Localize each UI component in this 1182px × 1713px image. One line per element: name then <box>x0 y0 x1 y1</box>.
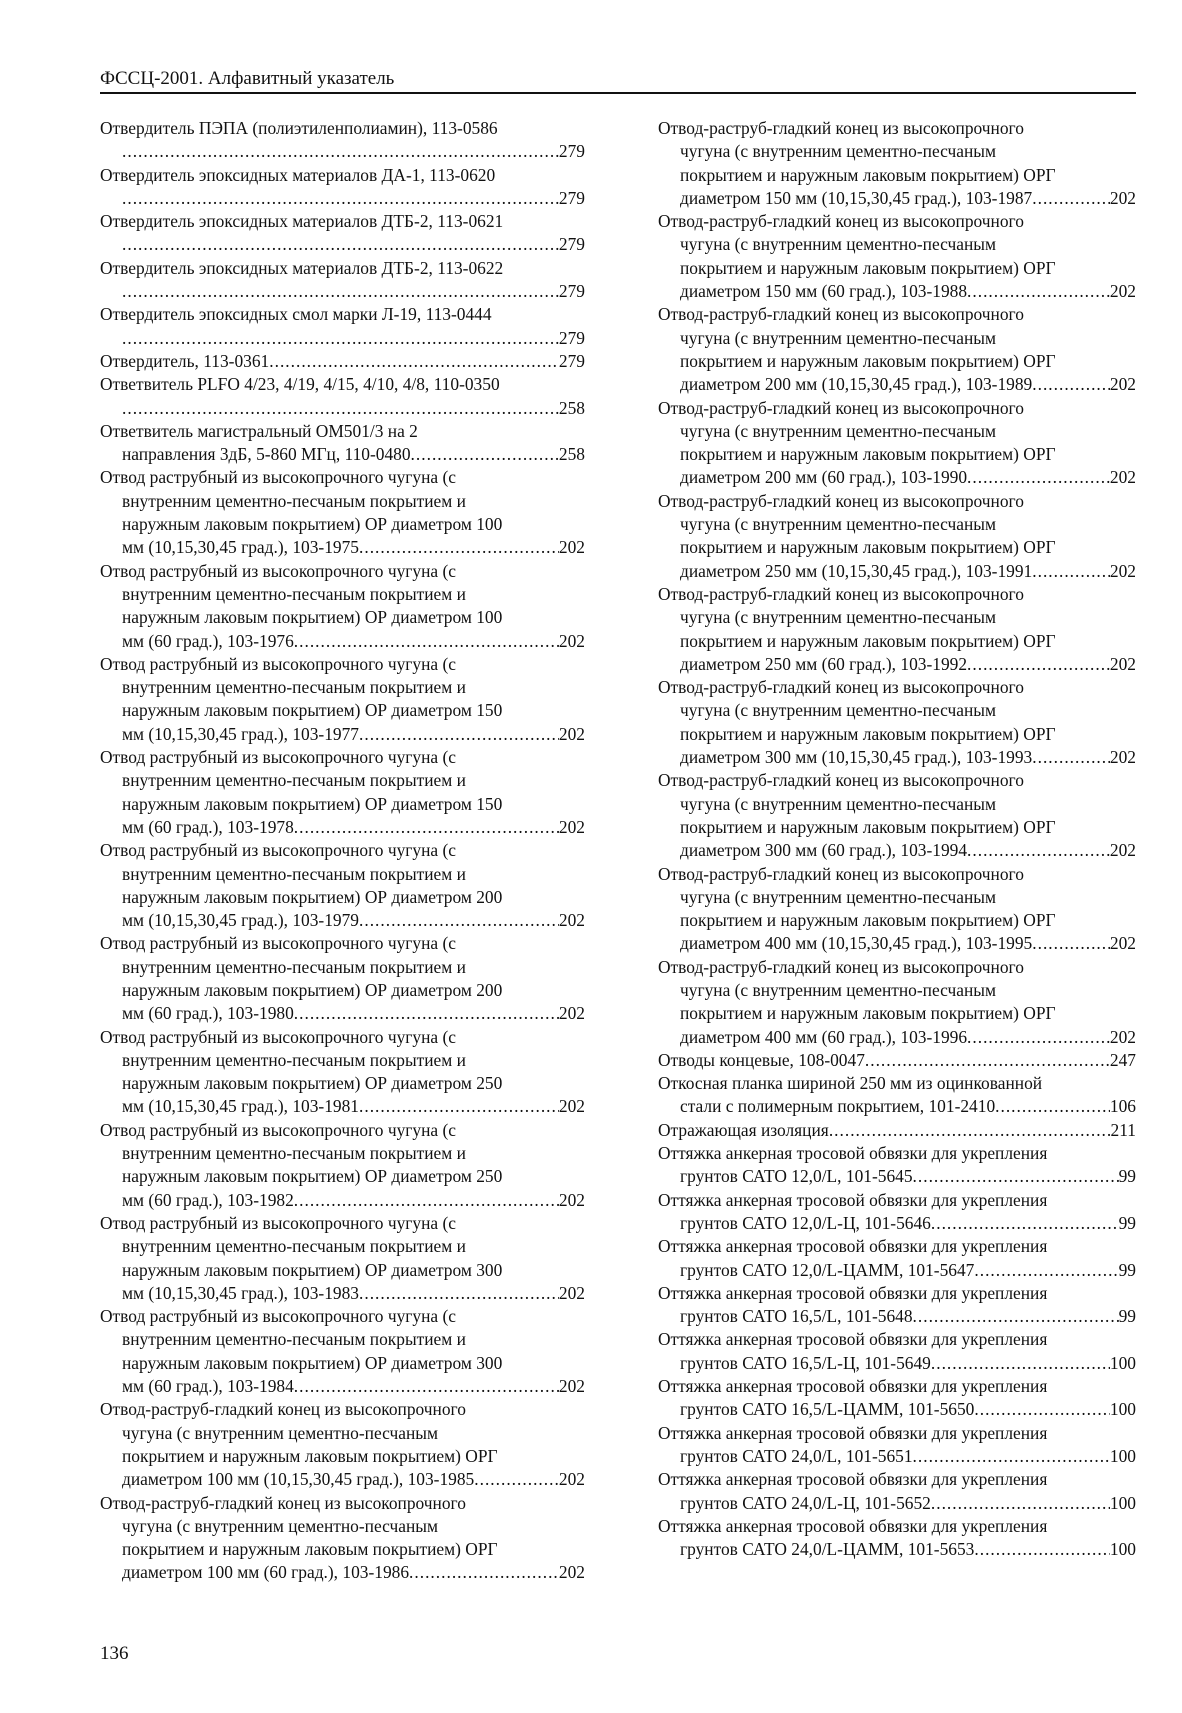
index-entry <box>100 350 585 373</box>
index-entry <box>100 1026 585 1119</box>
entry-leader-line <box>100 327 585 350</box>
entry-text-line: направления 3дБ, 5-860 МГц, 110-0480 <box>122 444 411 465</box>
entry-text-line: чугуна (с внутренним цементно-песчаным <box>680 979 996 1000</box>
entry-text-line: Отвод-раструб-гладкий конец из высокопрочного <box>658 490 1024 511</box>
entry-text-line: наружным лаковым покрытием) ОР диаметром 250 <box>122 1073 503 1094</box>
index-entry <box>100 1492 585 1585</box>
index-entry <box>658 1515 1136 1562</box>
index-entry <box>658 769 1136 862</box>
entry-leader-line <box>100 1002 585 1025</box>
entry-text-line: чугуна (с внутренним цементно-песчаным <box>680 886 996 907</box>
entry-text-line: покрытием и наружным лаковым покрытием) ОРГ <box>680 1003 1056 1024</box>
entry-leader-line <box>658 1352 1136 1375</box>
entry-text-line: Оттяжка анкерная тросовой обвязки для укрепления <box>658 1236 1048 1257</box>
index-entry <box>100 1212 585 1305</box>
index-entry <box>100 839 585 932</box>
index-entry <box>658 1049 1136 1072</box>
entry-text-line: чугуна (с внутренним цементно-песчаным <box>680 514 996 535</box>
dot-leader <box>359 723 559 746</box>
entry-text-line: Отвод раструбный из высокопрочного чугуна (с <box>100 560 456 581</box>
entry-leader-line <box>100 630 585 653</box>
entry-page-reference: 202 <box>1109 374 1136 395</box>
entry-text-line: грунтов САТО 12,0/L-ЦАММ, 101-5647 <box>680 1259 975 1280</box>
entry-leader-line <box>100 1468 585 1491</box>
entry-page-reference: 202 <box>558 537 585 558</box>
dot-leader <box>294 1375 559 1398</box>
entry-leader-line <box>658 466 1136 489</box>
entry-leader-line <box>658 280 1136 303</box>
entry-page-reference: 202 <box>558 630 585 651</box>
entry-leader-line <box>100 140 585 163</box>
entry-page-reference: 279 <box>558 350 585 371</box>
entry-text-line: Оттяжка анкерная тросовой обвязки для укрепления <box>658 1282 1048 1303</box>
index-entry <box>100 303 585 350</box>
entry-text-line: Ответвитель PLFO 4/23, 4/19, 4/15, 4/10, 4/8, 110-0350 <box>100 374 500 395</box>
entry-text-line: мм (60 град.), 103-1980 <box>122 1003 294 1024</box>
dot-leader <box>294 816 559 839</box>
entry-leader-line <box>100 1561 585 1584</box>
entry-text-line: грунтов САТО 12,0/L-Ц, 101-5646 <box>680 1212 931 1233</box>
entry-leader-line <box>658 1259 1136 1282</box>
entry-leader-line <box>100 1375 585 1398</box>
entry-text-line: Отвердитель эпоксидных материалов ДТБ-2, 113-0622 <box>100 257 504 278</box>
entry-text-line: диаметром 200 мм (10,15,30,45 град.), 103-1989 <box>680 374 1033 395</box>
entry-text-line: покрытием и наружным лаковым покрытием) ОРГ <box>680 723 1056 744</box>
entry-leader-line <box>100 1095 585 1118</box>
entry-text-line: чугуна (с внутренним цементно-песчаным <box>122 1515 438 1536</box>
entry-leader-line <box>658 1026 1136 1049</box>
entry-page-reference: 100 <box>1109 1352 1136 1373</box>
entry-text-line: наружным лаковым покрытием) ОР диаметром 300 <box>122 1259 503 1280</box>
entry-text-line: Отвердитель, 113-0361 <box>100 350 270 371</box>
dot-leader <box>865 1049 1110 1072</box>
entry-text-line: мм (10,15,30,45 град.), 103-1977 <box>122 723 359 744</box>
index-entry <box>658 1328 1136 1375</box>
dot-leader <box>967 1026 1110 1049</box>
index-entry <box>100 653 585 746</box>
entry-text-line: наружным лаковым покрытием) ОР диаметром 100 <box>122 514 503 535</box>
entry-page-reference: 202 <box>1109 281 1136 302</box>
entry-page-reference: 202 <box>1109 467 1136 488</box>
entry-page-reference: 279 <box>558 141 585 162</box>
dot-leader <box>122 280 559 303</box>
dot-leader <box>122 327 559 350</box>
index-entry <box>100 746 585 839</box>
index-entry <box>100 560 585 653</box>
entry-page-reference: 202 <box>558 1096 585 1117</box>
entry-text-line: мм (60 град.), 103-1984 <box>122 1376 294 1397</box>
index-entry <box>100 373 585 420</box>
index-entry <box>658 1142 1136 1189</box>
entry-text-line: чугуна (с внутренним цементно-песчаным <box>680 700 996 721</box>
entry-text-line: мм (10,15,30,45 град.), 103-1981 <box>122 1096 359 1117</box>
entry-leader-line <box>658 746 1136 769</box>
entry-page-reference: 258 <box>558 397 585 418</box>
entry-text-line: Отвод-раструб-гладкий конец из высокопрочного <box>100 1399 466 1420</box>
entry-text-line: внутренним цементно-песчаным покрытием и <box>122 677 466 698</box>
dot-leader <box>474 1468 559 1491</box>
index-entry <box>658 863 1136 956</box>
entry-page-reference: 279 <box>558 327 585 348</box>
dot-leader <box>913 1305 1119 1328</box>
entry-leader-line <box>100 350 585 373</box>
dot-leader <box>829 1119 1111 1142</box>
entry-text-line: Отвод-раструб-гладкий конец из высокопрочного <box>658 118 1024 138</box>
entry-leader-line <box>658 560 1136 583</box>
entry-text-line: Отвод-раструб-гладкий конец из высокопрочного <box>658 397 1024 418</box>
entry-page-reference: 202 <box>558 1189 585 1210</box>
entry-leader-line <box>658 1398 1136 1421</box>
entry-text-line: диаметром 400 мм (60 град.), 103-1996 <box>680 1026 968 1047</box>
entry-text-line: чугуна (с внутренним цементно-песчаным <box>680 420 996 441</box>
entry-text-line: Отводы концевые, 108-0047 <box>658 1049 865 1070</box>
entry-page-reference: 202 <box>1109 1026 1136 1047</box>
dot-leader <box>1032 560 1110 583</box>
index-entry <box>658 1119 1136 1142</box>
index-entry <box>100 420 585 467</box>
entry-text-line: Отвод раструбный из высокопрочного чугуна (с <box>100 467 456 488</box>
entry-page-reference: 100 <box>1109 1399 1136 1420</box>
index-entry <box>100 1119 585 1212</box>
entry-text-line: покрытием и наружным лаковым покрытием) ОРГ <box>122 1539 498 1560</box>
dot-leader <box>294 630 559 653</box>
entry-text-line: Оттяжка анкерная тросовой обвязки для укрепления <box>658 1189 1048 1210</box>
entry-text-line: чугуна (с внутренним цементно-песчаным <box>680 234 996 255</box>
index-entry <box>100 164 585 211</box>
index-entry <box>100 117 585 164</box>
entry-page-reference: 202 <box>1109 840 1136 861</box>
dot-leader <box>931 1212 1119 1235</box>
entry-leader-line <box>658 1445 1136 1468</box>
entry-text-line: наружным лаковым покрытием) ОР диаметром 250 <box>122 1166 503 1187</box>
entry-text-line: грунтов САТО 12,0/L, 101-5645 <box>680 1166 913 1187</box>
entry-leader-line <box>100 187 585 210</box>
index-entry <box>100 1305 585 1398</box>
entry-text-line: стали с полимерным покрытием, 101-2410 <box>680 1096 996 1117</box>
entry-leader-line <box>100 1189 585 1212</box>
dot-leader <box>359 909 559 932</box>
entry-text-line: покрытием и наружным лаковым покрытием) ОРГ <box>680 350 1056 371</box>
index-entry <box>658 210 1136 303</box>
entry-text-line: Оттяжка анкерная тросовой обвязки для укрепления <box>658 1376 1048 1397</box>
entry-text-line: диаметром 200 мм (60 град.), 103-1990 <box>680 467 968 488</box>
entry-text-line: Отвод-раструб-гладкий конец из высокопрочного <box>658 677 1024 698</box>
entry-text-line: Отвод-раструб-гладкий конец из высокопрочного <box>658 863 1024 884</box>
entry-page-reference: 247 <box>1109 1049 1136 1070</box>
entry-text-line: внутренним цементно-песчаным покрытием и <box>122 956 466 977</box>
entry-leader-line <box>658 1165 1136 1188</box>
entry-text-line: покрытием и наружным лаковым покрытием) ОРГ <box>680 164 1056 185</box>
dot-leader <box>967 280 1110 303</box>
entry-text-line: покрытием и наружным лаковым покрытием) ОРГ <box>680 630 1056 651</box>
entry-text-line: грунтов САТО 16,5/L, 101-5648 <box>680 1306 913 1327</box>
dot-leader <box>359 1282 559 1305</box>
entry-text-line: диаметром 150 мм (10,15,30,45 град.), 103-1987 <box>680 187 1033 208</box>
entry-leader-line <box>658 373 1136 396</box>
dot-leader <box>294 1002 559 1025</box>
entry-text-line: наружным лаковым покрытием) ОР диаметром 150 <box>122 700 503 721</box>
entry-text-line: чугуна (с внутренним цементно-песчаным <box>680 793 996 814</box>
entry-text-line: Отвод-раструб-гладкий конец из высокопрочного <box>100 1492 466 1513</box>
entry-text-line: мм (10,15,30,45 град.), 103-1975 <box>122 537 359 558</box>
index-entry <box>100 932 585 1025</box>
dot-leader <box>931 1352 1110 1375</box>
entry-page-reference: 99 <box>1118 1306 1136 1327</box>
index-entry <box>658 397 1136 490</box>
dot-leader <box>1032 187 1110 210</box>
entry-text-line: мм (10,15,30,45 град.), 103-1983 <box>122 1282 359 1303</box>
index-entry <box>658 956 1136 1049</box>
entry-page-reference: 202 <box>1109 747 1136 768</box>
dot-leader <box>409 1561 559 1584</box>
entry-text-line: Оттяжка анкерная тросовой обвязки для укрепления <box>658 1515 1048 1536</box>
entry-page-reference: 202 <box>558 1282 585 1303</box>
entry-page-reference: 202 <box>558 1469 585 1490</box>
entry-text-line: чугуна (с внутренним цементно-песчаным <box>680 327 996 348</box>
entry-page-reference: 258 <box>558 444 585 465</box>
dot-leader <box>995 1095 1110 1118</box>
entry-text-line: Отвод раструбный из высокопрочного чугуна (с <box>100 840 456 861</box>
dot-leader <box>967 466 1110 489</box>
entry-text-line: Отвод раструбный из высокопрочного чугуна (с <box>100 1306 456 1327</box>
entry-text-line: Отвод-раструб-гладкий конец из высокопрочного <box>658 770 1024 791</box>
entry-page-reference: 100 <box>1109 1539 1136 1560</box>
entry-text-line: мм (60 град.), 103-1978 <box>122 816 294 837</box>
entry-text-line: наружным лаковым покрытием) ОР диаметром 200 <box>122 979 503 1000</box>
entry-text-line: Отвод раструбный из высокопрочного чугуна (с <box>100 1119 456 1140</box>
index-entry <box>658 583 1136 676</box>
entry-text-line: покрытием и наружным лаковым покрытием) ОРГ <box>680 816 1056 837</box>
entry-text-line: наружным лаковым покрытием) ОР диаметром 100 <box>122 607 503 628</box>
entry-text-line: диаметром 300 мм (60 град.), 103-1994 <box>680 840 968 861</box>
dot-leader <box>1032 746 1110 769</box>
entry-page-reference: 202 <box>1109 187 1136 208</box>
entry-text-line: чугуна (с внутренним цементно-песчаным <box>680 141 996 162</box>
index-entry <box>100 210 585 257</box>
entry-page-reference: 99 <box>1118 1259 1136 1280</box>
entry-leader-line <box>658 1538 1136 1561</box>
dot-leader <box>294 1189 559 1212</box>
index-column-right <box>658 117 1136 1561</box>
index-entry <box>658 1189 1136 1236</box>
entry-leader-line <box>100 443 585 466</box>
dot-leader <box>359 536 559 559</box>
entry-text-line: диаметром 100 мм (10,15,30,45 град.), 103-1985 <box>122 1469 475 1490</box>
entry-page-reference: 202 <box>558 1562 585 1583</box>
entry-page-reference: 99 <box>1118 1212 1136 1233</box>
entry-page-reference: 279 <box>558 281 585 302</box>
entry-text-line: мм (10,15,30,45 град.), 103-1979 <box>122 910 359 931</box>
entry-leader-line <box>658 1492 1136 1515</box>
index-entry <box>658 676 1136 769</box>
index-entry <box>658 1468 1136 1515</box>
entry-text-line: внутренним цементно-песчаным покрытием и <box>122 863 466 884</box>
entry-text-line: чугуна (с внутренним цементно-песчаным <box>680 607 996 628</box>
dot-leader <box>1032 932 1110 955</box>
entry-text-line: Отвердитель эпоксидных смол марки Л-19, 113-0444 <box>100 304 492 325</box>
entry-text-line: мм (60 град.), 103-1976 <box>122 630 294 651</box>
page-number: 136 <box>100 1643 129 1664</box>
entry-text-line: грунтов САТО 16,5/L-Ц, 101-5649 <box>680 1352 931 1373</box>
entry-text-line: наружным лаковым покрытием) ОР диаметром 300 <box>122 1352 503 1373</box>
dot-leader <box>974 1538 1110 1561</box>
entry-text-line: покрытием и наружным лаковым покрытием) ОРГ <box>680 910 1056 931</box>
entry-text-line: диаметром 250 мм (60 град.), 103-1992 <box>680 653 968 674</box>
index-entry <box>100 1398 585 1491</box>
index-entry <box>658 1072 1136 1119</box>
entry-text-line: грунтов САТО 24,0/L-ЦАММ, 101-5653 <box>680 1539 975 1560</box>
entry-page-reference: 100 <box>1109 1445 1136 1466</box>
entry-text-line: Отвод раструбный из высокопрочного чугуна (с <box>100 747 456 768</box>
dot-leader <box>1032 373 1110 396</box>
entry-text-line: покрытием и наружным лаковым покрытием) ОРГ <box>680 257 1056 278</box>
entry-text-line: Оттяжка анкерная тросовой обвязки для укрепления <box>658 1143 1048 1164</box>
entry-text-line: грунтов САТО 16,5/L-ЦАММ, 101-5650 <box>680 1399 975 1420</box>
entry-text-line: внутренним цементно-песчаным покрытием и <box>122 490 466 511</box>
entry-page-reference: 202 <box>558 816 585 837</box>
entry-leader-line <box>658 653 1136 676</box>
dot-leader <box>122 397 559 420</box>
index-entry <box>100 257 585 304</box>
entry-text-line: Отвод раструбный из высокопрочного чугуна (с <box>100 653 456 674</box>
dot-leader <box>913 1445 1110 1468</box>
entry-text-line: диаметром 100 мм (60 град.), 103-1986 <box>122 1562 410 1583</box>
entry-page-reference: 202 <box>1109 653 1136 674</box>
entry-page-reference: 202 <box>558 910 585 931</box>
entry-text-line: Отражающая изоляция <box>658 1119 829 1140</box>
entry-text-line: чугуна (с внутренним цементно-песчаным <box>122 1422 438 1443</box>
entry-text-line: наружным лаковым покрытием) ОР диаметром 200 <box>122 886 503 907</box>
entry-text-line: Отвод-раструб-гладкий конец из высокопрочного <box>658 304 1024 325</box>
entry-text-line: Отвод-раструб-гладкий конец из высокопрочного <box>658 211 1024 232</box>
dot-leader <box>122 187 559 210</box>
entry-page-reference: 202 <box>558 723 585 744</box>
entry-text-line: диаметром 300 мм (10,15,30,45 град.), 103-1993 <box>680 747 1033 768</box>
entry-text-line: мм (60 град.), 103-1982 <box>122 1189 294 1210</box>
entry-leader-line <box>100 536 585 559</box>
entry-text-line: внутренним цементно-песчаным покрытием и <box>122 1143 466 1164</box>
dot-leader <box>931 1492 1110 1515</box>
dot-leader <box>974 1398 1110 1421</box>
entry-text-line: Отвердитель эпоксидных материалов ДТБ-2, 113-0621 <box>100 211 504 232</box>
index-entry <box>100 466 585 559</box>
entry-leader-line <box>100 1282 585 1305</box>
dot-leader <box>122 233 559 256</box>
entry-text-line: покрытием и наружным лаковым покрытием) ОРГ <box>680 444 1056 465</box>
dot-leader <box>974 1259 1118 1282</box>
index-entry <box>658 303 1136 396</box>
entry-text-line: диаметром 250 мм (10,15,30,45 град.), 103-1991 <box>680 560 1033 581</box>
entry-text-line: внутренним цементно-песчаным покрытием и <box>122 1049 466 1070</box>
entry-page-reference: 202 <box>558 1003 585 1024</box>
dot-leader <box>411 443 559 466</box>
dot-leader <box>967 653 1110 676</box>
entry-page-reference: 279 <box>558 234 585 255</box>
entry-leader-line <box>100 233 585 256</box>
entry-page-reference: 202 <box>1109 933 1136 954</box>
entry-leader-line <box>658 1095 1136 1118</box>
entry-leader-line <box>658 1049 1136 1072</box>
entry-page-reference: 202 <box>558 1376 585 1397</box>
entry-text-line: Оттяжка анкерная тросовой обвязки для укрепления <box>658 1469 1048 1490</box>
entry-page-reference: 100 <box>1109 1492 1136 1513</box>
entry-leader-line <box>100 816 585 839</box>
entry-leader-line <box>100 723 585 746</box>
dot-leader <box>269 350 559 373</box>
entry-page-reference: 202 <box>1109 560 1136 581</box>
entry-text-line: внутренним цементно-песчаным покрытием и <box>122 1236 466 1257</box>
dot-leader <box>359 1095 559 1118</box>
index-entry <box>658 1422 1136 1469</box>
entry-text-line: Отвод раструбный из высокопрочного чугуна (с <box>100 1026 456 1047</box>
entry-text-line: Отвердитель ПЭПА (полиэтиленполиамин), 113-0586 <box>100 118 498 138</box>
entry-text-line: Отвод-раструб-гладкий конец из высокопрочного <box>658 583 1024 604</box>
entry-text-line: Отвод-раструб-гладкий конец из высокопрочного <box>658 956 1024 977</box>
entry-text-line: грунтов САТО 24,0/L-Ц, 101-5652 <box>680 1492 931 1513</box>
entry-text-line: внутренним цементно-песчаным покрытием и <box>122 1329 466 1350</box>
dot-leader <box>967 839 1110 862</box>
dot-leader <box>122 140 559 163</box>
entry-text-line: Отвод раструбный из высокопрочного чугуна (с <box>100 933 456 954</box>
entry-text-line: внутренним цементно-песчаным покрытием и <box>122 583 466 604</box>
entry-text-line: покрытием и наружным лаковым покрытием) ОРГ <box>122 1445 498 1466</box>
entry-text-line: Ответвитель магистральный OM501/3 на 2 <box>100 420 418 441</box>
entry-text-line: Отвердитель эпоксидных материалов ДА-1, 113-0620 <box>100 164 496 185</box>
entry-text-line: диаметром 400 мм (10,15,30,45 град.), 103-1995 <box>680 933 1033 954</box>
entry-leader-line <box>658 932 1136 955</box>
entry-text-line: грунтов САТО 24,0/L, 101-5651 <box>680 1445 913 1466</box>
entry-text-line: Оттяжка анкерная тросовой обвязки для укрепления <box>658 1329 1048 1350</box>
entry-leader-line <box>658 187 1136 210</box>
entry-text-line: внутренним цементно-песчаным покрытием и <box>122 770 466 791</box>
entry-leader-line <box>658 839 1136 862</box>
entry-leader-line <box>100 909 585 932</box>
entry-text-line: Отвод раструбный из высокопрочного чугуна (с <box>100 1212 456 1233</box>
index-entry <box>658 490 1136 583</box>
entry-page-reference: 99 <box>1118 1166 1136 1187</box>
dot-leader <box>913 1165 1119 1188</box>
entry-text-line: покрытием и наружным лаковым покрытием) ОРГ <box>680 537 1056 558</box>
entry-text-line: Откосная планка шириной 250 мм из оцинкованной <box>658 1073 1043 1094</box>
running-header: ФССЦ-2001. Алфавитный указатель <box>100 66 1136 94</box>
index-entry <box>658 1375 1136 1422</box>
index-entry <box>658 1235 1136 1282</box>
entry-leader-line <box>100 280 585 303</box>
entry-leader-line <box>658 1305 1136 1328</box>
index-entry <box>658 117 1136 210</box>
entry-leader-line <box>658 1212 1136 1235</box>
entry-page-reference: 106 <box>1109 1096 1136 1117</box>
entry-text-line: Оттяжка анкерная тросовой обвязки для укрепления <box>658 1422 1048 1443</box>
entry-page-reference: 279 <box>558 187 585 208</box>
index-column-left <box>100 117 585 1585</box>
entry-text-line: наружным лаковым покрытием) ОР диаметром 150 <box>122 793 503 814</box>
entry-leader-line <box>100 397 585 420</box>
index-entry <box>658 1282 1136 1329</box>
entry-text-line: диаметром 150 мм (60 град.), 103-1988 <box>680 281 968 302</box>
entry-page-reference: 211 <box>1110 1119 1136 1140</box>
entry-leader-line <box>658 1119 1136 1142</box>
